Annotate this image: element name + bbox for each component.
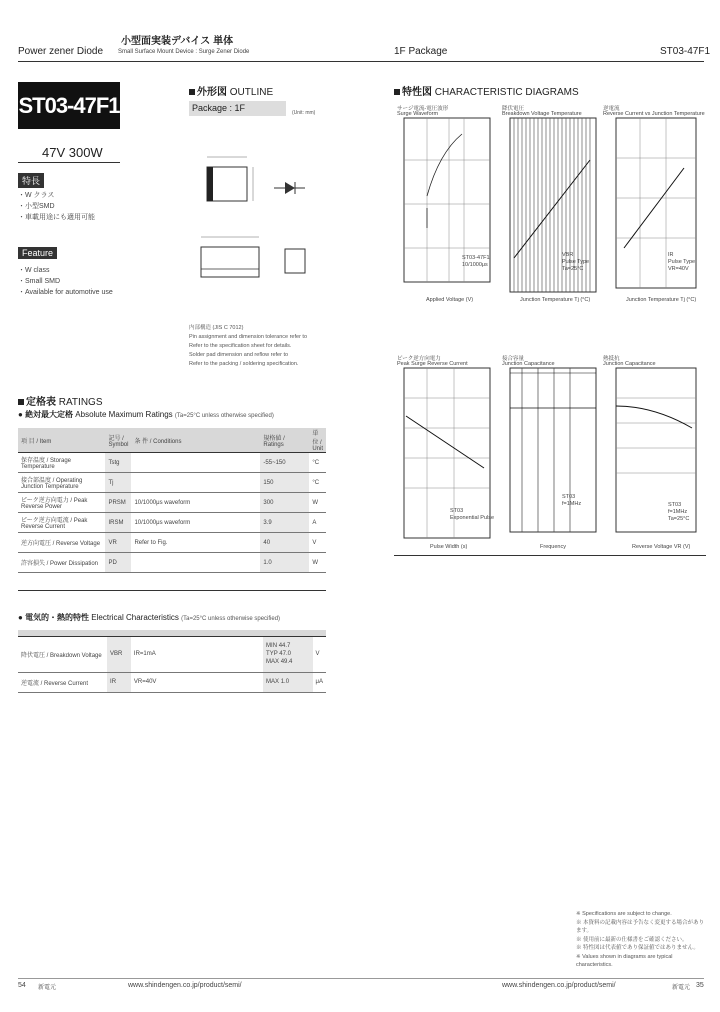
features-en-item: ・W class bbox=[18, 267, 50, 274]
features-jp-list bbox=[18, 190, 95, 223]
features-en-list bbox=[18, 265, 113, 298]
outline-note: Refer to the packing / soldering specification. bbox=[189, 361, 299, 367]
header-left: Power zener Diode bbox=[18, 46, 104, 57]
package-body-side bbox=[201, 247, 259, 277]
features-jp-item: ・小型SMD bbox=[18, 203, 55, 210]
cathode-band bbox=[207, 167, 213, 201]
footer-right-brand: 新電元 bbox=[672, 985, 691, 991]
outline-note: Solder pad dimension and reflow refer to bbox=[189, 352, 289, 358]
header-rule bbox=[18, 61, 704, 62]
chart-xlabel: Applied Voltage (V) bbox=[426, 297, 474, 303]
chart-xlabel: Reverse Voltage VR (V) bbox=[632, 544, 691, 550]
outline-heading: 外形図 OUTLINE bbox=[189, 83, 273, 98]
chart-subtitle: Surge Waveform bbox=[397, 111, 439, 117]
table-row: 接合部温度 / Operating Junction Temperature Tj 150 °C bbox=[18, 473, 326, 493]
footer-right-url[interactable]: www.shindengen.co.jp/product/semi/ bbox=[502, 982, 616, 989]
chart-xlabel: Frequency bbox=[540, 544, 566, 550]
table-row: 許容損失 / Power Dissipation PD 1.0 W bbox=[18, 553, 326, 573]
rating-rule bbox=[18, 162, 120, 163]
features-en-item: ・Available for automotive use bbox=[18, 289, 113, 296]
outline-note: Refer to the specification sheet for details. bbox=[189, 343, 292, 349]
ratings-heading: 定格表 RATINGS bbox=[18, 393, 103, 408]
elec-table bbox=[18, 630, 326, 693]
features-jp-item: ・W クラス bbox=[18, 192, 55, 199]
outline-drawing bbox=[189, 145, 329, 300]
ratings-rule bbox=[18, 590, 326, 591]
footer-left-url[interactable]: www.shindengen.co.jp/product/semi/ bbox=[128, 982, 242, 989]
col-symbol: 記号 / Symbol bbox=[105, 428, 131, 453]
header-sub-en: Small Surface Mount Device : Surge Zener Diode bbox=[118, 49, 250, 55]
chart-subtitle: Peak Surge Reverse Current bbox=[397, 361, 468, 367]
col-conditions: 条 件 / Conditions bbox=[131, 428, 260, 453]
note-line: ※ 使用前に最新の仕様書をご確認ください。 bbox=[576, 936, 688, 943]
features-en-tag: Feature bbox=[18, 247, 57, 259]
char-rule bbox=[394, 555, 706, 556]
footer-left-num: 54 bbox=[18, 982, 26, 989]
footer-rule bbox=[18, 978, 704, 979]
char-diagrams bbox=[394, 98, 706, 558]
header-title-jp: 小型面実装デバイス 単体 bbox=[121, 36, 234, 47]
chart-xlabel: Junction Temperature Tj (°C) bbox=[520, 297, 591, 303]
table-row: 逆方向電圧 / Reverse Voltage VR Refer to Fig. 40 V bbox=[18, 533, 326, 553]
chart-title: 逆電流 bbox=[603, 106, 620, 112]
table-row: ピーク逆方向電力 / Peak Reverse Power PRSM 10/1000μs waveform 300 W bbox=[18, 493, 326, 513]
col-ratings: 規格値 / Ratings bbox=[260, 428, 309, 453]
chart-subtitle: Breakdown Voltage Temperature bbox=[502, 111, 582, 117]
chart-title: 接合容量 bbox=[502, 356, 525, 362]
header-part: ST03-47F1 bbox=[660, 46, 711, 57]
outline-note: Pin assignment and dimension tolerance refer to bbox=[189, 334, 308, 340]
chart-title: 熱抵抗 bbox=[603, 356, 620, 362]
diode-symbol bbox=[274, 182, 305, 194]
ratings-table bbox=[18, 428, 326, 573]
chart-legend: ST03-47F1 10/1000μs bbox=[462, 255, 490, 268]
chart-legend: ST03 f=1MHz bbox=[562, 494, 582, 507]
note-line: ※ Specifications are subject to change. bbox=[576, 911, 672, 917]
chart-subtitle: Junction Capacitance bbox=[502, 361, 555, 367]
product-rating: 47V 300W bbox=[42, 145, 103, 160]
chart-legend: IR Pulse Type VR=40V bbox=[668, 252, 696, 272]
abs-max-heading: ● 絶対最大定格 Absolute Maximum Ratings (Ta=25°C unless otherwise specified) bbox=[18, 410, 274, 419]
elec-heading: ● 電気的・熱的特性 Electrical Characteristics (Ta=25°C unless otherwise specified) bbox=[18, 613, 281, 622]
chart-xlabel: Junction Temperature Tj (°C) bbox=[626, 297, 697, 303]
note-line: ※ 本資料の記載内容は予告なく変更する場合があります。 bbox=[576, 919, 705, 934]
ratings-header-row bbox=[18, 428, 326, 453]
header-package: 1F Package bbox=[394, 46, 448, 57]
outline-notes bbox=[189, 324, 329, 369]
chart-junction-cap-1 bbox=[510, 368, 596, 532]
chart-title: ピーク逆方向電力 bbox=[397, 356, 441, 362]
features-jp-tag: 特長 bbox=[18, 173, 44, 188]
table-row: 逆電流 / Reverse Current IR VR=40V MAX 1.0 μA bbox=[18, 672, 326, 692]
chart-subtitle: Reverse Current vs Junction Temperature bbox=[603, 111, 705, 117]
table-row: 降伏電圧 / Breakdown Voltage VBR IR=1mA MIN 44.7 TYP 47.0 MAX 49.4 V bbox=[18, 636, 326, 672]
col-item: 項 目 / Item bbox=[18, 428, 105, 453]
note-line: ※ 特性図は代表値であり保証値ではありません。 bbox=[576, 945, 699, 951]
chart-subtitle: Junction Capacitance bbox=[603, 361, 656, 367]
features-en-item: ・Small SMD bbox=[18, 278, 61, 285]
package-end-view bbox=[285, 249, 305, 273]
table-row: 保存温度 / Storage Temperature Tstg -55~150 °C bbox=[18, 453, 326, 473]
char-heading: 特性図 CHARACTERISTIC DIAGRAMS bbox=[394, 83, 579, 98]
features-jp-item: ・車載用途にも適用可能 bbox=[18, 214, 95, 221]
chart-title: 降伏電圧 bbox=[502, 106, 525, 112]
footer-left-brand: 新電元 bbox=[38, 985, 57, 991]
outline-note: 内部構造 (JIS C 7012) bbox=[189, 325, 244, 331]
table-row: ピーク逆方向電流 / Peak Reverse Current IRSM 10/1000μs waveform 3.9 A bbox=[18, 513, 326, 533]
chart-legend: ST03 Exponential Pulse bbox=[450, 508, 495, 521]
col-unit: 単位 / Unit bbox=[309, 428, 326, 453]
product-name-badge: ST03-47F1 bbox=[18, 82, 120, 129]
note-line: ※ Values shown in diagrams are typical characteristics. bbox=[576, 953, 673, 968]
chart-legend: ST03 f=1MHz Ta=25°C bbox=[668, 502, 690, 522]
chart-xlabel: Pulse Width (s) bbox=[430, 544, 468, 550]
outline-unit-note: (Unit: mm) bbox=[292, 110, 316, 116]
chart-title: サージ電流-電圧波形 bbox=[397, 106, 449, 112]
notes-block bbox=[576, 910, 706, 970]
outline-package-label: Package : 1F bbox=[189, 101, 286, 116]
chart-legend: VBR Pulse Type Ta=25°C bbox=[562, 252, 590, 272]
footer-right-num: 35 bbox=[696, 982, 704, 989]
